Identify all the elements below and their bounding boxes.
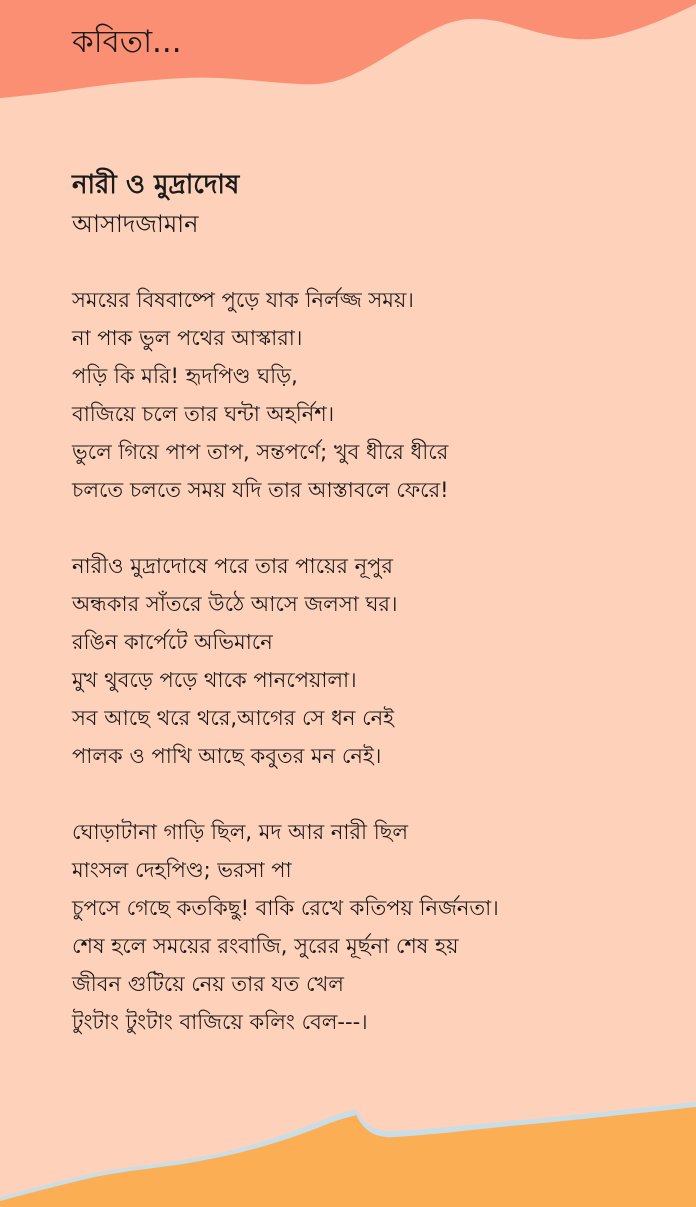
poem-line: জীবন গুটিয়ে নেয় তার যত খেল bbox=[72, 972, 344, 996]
poem-line: ঘোড়াটানা গাড়ি ছিল, মদ আর নারী ছিল bbox=[72, 820, 409, 844]
section-label: কবিতা... bbox=[72, 24, 182, 60]
stanza-3 bbox=[72, 813, 672, 1041]
poem-line: ভুলে গিয়ে পাপ তাপ, সন্তপর্ণে; খুব ধীরে ধীরে bbox=[72, 440, 449, 464]
poem-line: নারীও মুদ্রাদোষে পরে তার পায়ের নূপুর bbox=[72, 554, 393, 578]
bottom-wave-decoration bbox=[0, 1097, 696, 1207]
poem-line: অন্ধকার সাঁতরে উঠে আসে জলসা ঘর। bbox=[72, 592, 398, 616]
poem-line: শেষ হলে সময়ের রংবাজি, সুরের মূর্ছনা শেষ হয় bbox=[72, 934, 459, 958]
poem-body bbox=[72, 281, 672, 1079]
poem-line: সব আছে থরে থরে,আগের সে ধন নেই bbox=[72, 706, 395, 730]
poem-line: মাংসল দেহপিণ্ড; ভরসা পা bbox=[72, 858, 292, 882]
stanza-2 bbox=[72, 547, 672, 775]
poem-line: চুপসে গেছে কতকিছু! বাকি রেখে কতিপয় নির্জনতা। bbox=[72, 896, 499, 920]
poem-line: বাজিয়ে চলে তার ঘন্টা অহর্নিশ। bbox=[72, 402, 335, 426]
poem-line: টুংটাং টুংটাং বাজিয়ে কলিং বেল---। bbox=[72, 1010, 368, 1034]
poem-author: আসাদজামান bbox=[72, 210, 199, 238]
poem-line: সময়ের বিষবাষ্পে পুড়ে যাক নির্লজ্জ সময়। bbox=[72, 288, 414, 312]
poem-title: নারী ও মুদ্রাদোষ bbox=[72, 170, 240, 200]
poem-line: মুখ থুবড়ে পড়ে থাকে পানপেয়ালা। bbox=[72, 668, 357, 692]
poem-line: চলতে চলতে সময় যদি তার আস্তাবলে ফেরে! bbox=[72, 478, 449, 502]
stanza-1 bbox=[72, 281, 672, 509]
poem-line: পড়ি কি মরি! হৃদপিণ্ড ঘড়ি, bbox=[72, 364, 298, 388]
poem-line: রঙিন কার্পেটে অভিমানে bbox=[72, 630, 273, 654]
poem-line: পালক ও পাখি আছে কবুতর মন নেই। bbox=[72, 744, 382, 768]
bottom-wave-shape bbox=[0, 1107, 696, 1207]
poem-line: না পাক ভুল পথের আস্কারা। bbox=[72, 326, 303, 350]
